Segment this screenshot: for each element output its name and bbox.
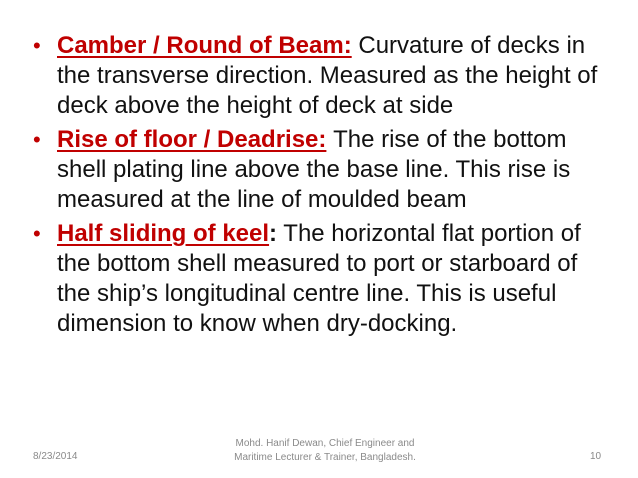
footer-author-line2: Maritime Lecturer & Trainer, Bangladesh. [234, 452, 416, 463]
definition-deadrise: The rise of the bottom shell plating line above the base line. This rise is measured at the line of moulded beam [57, 126, 571, 213]
definition-half-siding: The horizontal flat portion of the bottom shell measured to port or starboard of the ship’s longitudinal centre line. This is useful dimension to know when dry-docking. [57, 220, 581, 337]
term-camber: Camber / Round of Beam: [57, 32, 352, 59]
footer-author-line1: Mohd. Hanif Dewan, Chief Engineer and [235, 438, 415, 449]
bullet-dot-icon: • [33, 221, 41, 246]
bullet-item-camber [33, 31, 613, 121]
bullet-item-deadrise [33, 125, 613, 215]
term-separator: : [269, 220, 278, 247]
bullet-list [33, 31, 613, 343]
term-deadrise: Rise of floor / Deadrise: [57, 126, 327, 153]
page-number: 10 [590, 451, 602, 462]
definition-camber: Curvature of decks in the transverse direction. Measured as the height of deck above the height of deck at side [57, 32, 598, 119]
term-half-siding: Half sliding of keel [57, 220, 270, 247]
bullet-dot-icon: • [33, 127, 41, 152]
bullet-dot-icon: • [33, 33, 41, 58]
bullet-item-half-siding [33, 219, 613, 339]
footer-author [230, 437, 420, 465]
footer-date: 8/23/2014 [33, 451, 78, 462]
